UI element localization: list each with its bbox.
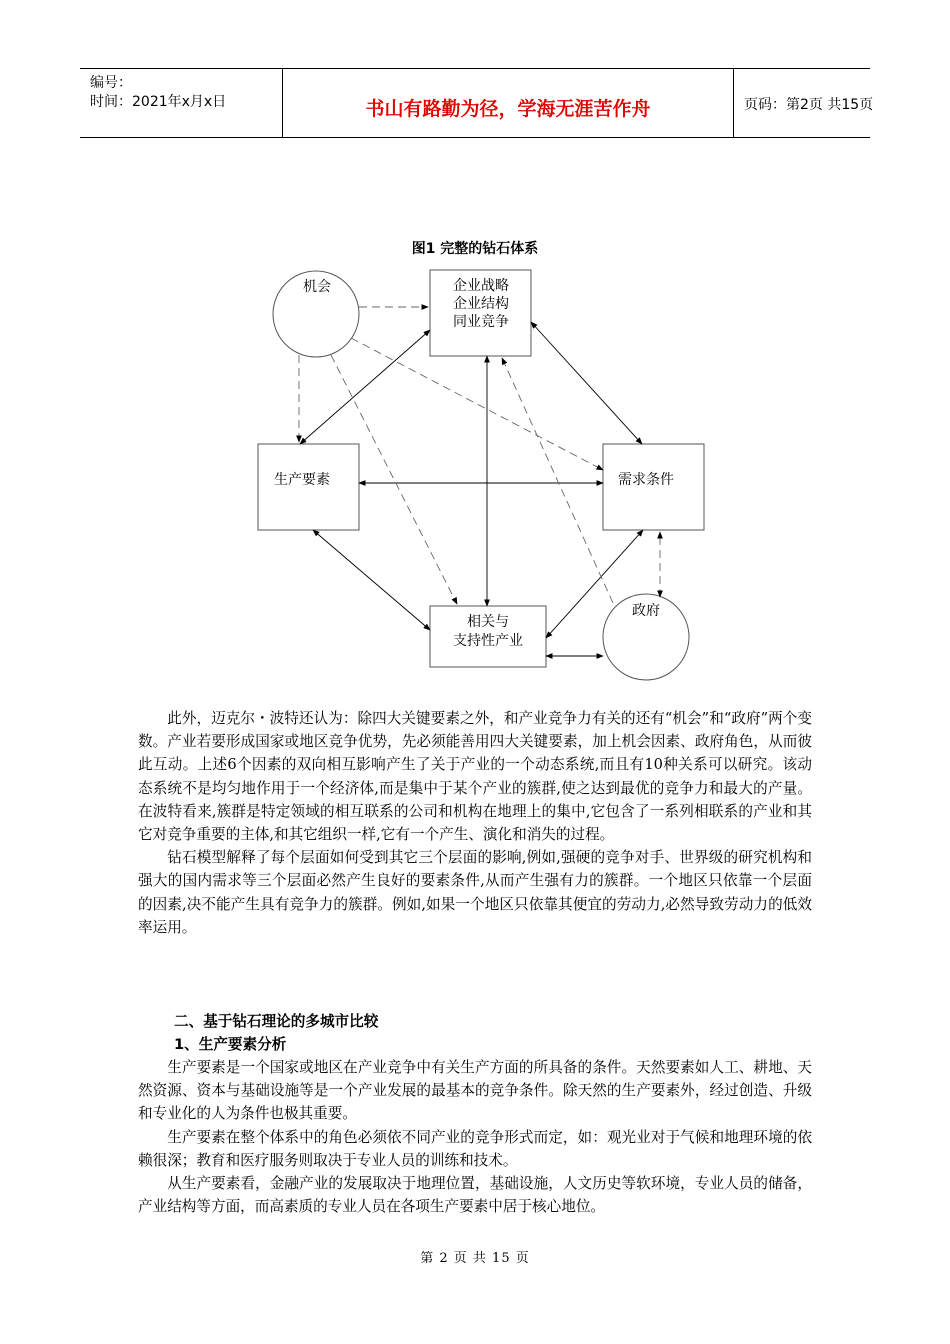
serial-label: 编号： xyxy=(90,75,132,91)
related-label-1: 相关与 xyxy=(467,614,509,630)
paragraph-4: 生产要素在整个体系中的角色必须依不同产业的竞争形式而定，如：观光业对于气候和地理环境的依赖很深；教育和医疗服务则取决于专业人员的训练和技术。 xyxy=(138,1128,812,1169)
related-label-2: 支持性产业 xyxy=(453,633,523,649)
paragraph-3: 生产要素是一个国家或地区在产业竞争中有关生产方面的所具备的条件。天然要素如人工、耕地、天然资源、资本与基础设施等是一个产业发展的最基本的竞争条件。除天然的生产要素外，经过创造、升级和专业化的人为条件也极其重要。 xyxy=(138,1059,812,1123)
strategy-label-2: 企业结构 xyxy=(453,296,509,312)
strategy-label-1: 企业战略 xyxy=(453,278,509,294)
paragraph-1: 此外，迈克尔・波特还认为：除四大关键要素之外，和产业竞争力有关的还有“机会”和“政府”两个变数。产业若要形成国家或地区竞争优势，先必须能善用四大关键要素，加上机会因素、政府角色，从而彼此互动。上述6个因素的双向相互影响产生了关于产业的一个动态系统,而且有10种关系可以研究。该动态系统不是均匀地作用于一个经济体,而是集中于某个产业的簇群,使之达到最优的竞争力和最大的产量。在波特看来,簇群是特定领域的相互联系的公司和机构在地理上的集中,它包含了一系列相联系的产业和其它对竞争重要的主体,和其它组织一样,它有一个产生、演化和消失的过程。 xyxy=(138,710,812,844)
chance-label: 机会 xyxy=(303,279,331,295)
dash-chance-demand xyxy=(351,338,603,470)
motto-text: 书山有路勤为径，学海无涯苦作舟 xyxy=(365,98,651,120)
strategy-label-3: 同业竞争 xyxy=(453,314,509,330)
government-label: 政府 xyxy=(632,603,660,619)
arrow-strategy-factor xyxy=(300,330,430,444)
time-label: 时间：2021年x月x日 xyxy=(90,94,227,110)
section-heading: 二、基于钻石理论的多城市比较 xyxy=(174,1013,379,1030)
paragraph-2: 钻石模型解释了每个层面如何受到其它三个层面的影响,例如,强硬的竞争对手、世界级的研究机构和强大的国内需求等三个层面必然产生良好的要素条件,从而产生强有力的簇群。一个地区只依靠一个层面的因素,决不能产生具有竞争力的簇群。例如,如果一个地区只依靠其便宜的劳动力,必然导致劳动力的低效率运用。 xyxy=(138,849,812,936)
arrow-demand-related xyxy=(546,530,643,638)
arrow-factor-related xyxy=(313,530,430,630)
factor-label: 生产要素 xyxy=(274,472,330,488)
page-footer: 第 2 页 共 15 页 xyxy=(420,1251,530,1266)
dash-government-strategy xyxy=(502,358,613,603)
figure-title: 图1 完整的钻石体系 xyxy=(411,241,539,257)
arrow-strategy-demand xyxy=(531,322,642,444)
dash-chance-related xyxy=(331,355,457,604)
page-number-label: 页码：第2页 共15页 xyxy=(744,97,874,113)
body-block-2 xyxy=(138,1056,812,1218)
body-block-1 xyxy=(138,707,812,939)
sub-heading: 1、生产要素分析 xyxy=(174,1036,287,1053)
demand-label: 需求条件 xyxy=(618,472,674,488)
paragraph-5: 从生产要素看，金融产业的发展取决于地理位置，基础设施，人文历史等软环境，专业人员的储备，产业结构等方面，而高素质的专业人员在各项生产要素中居于核心地位。 xyxy=(138,1175,812,1216)
